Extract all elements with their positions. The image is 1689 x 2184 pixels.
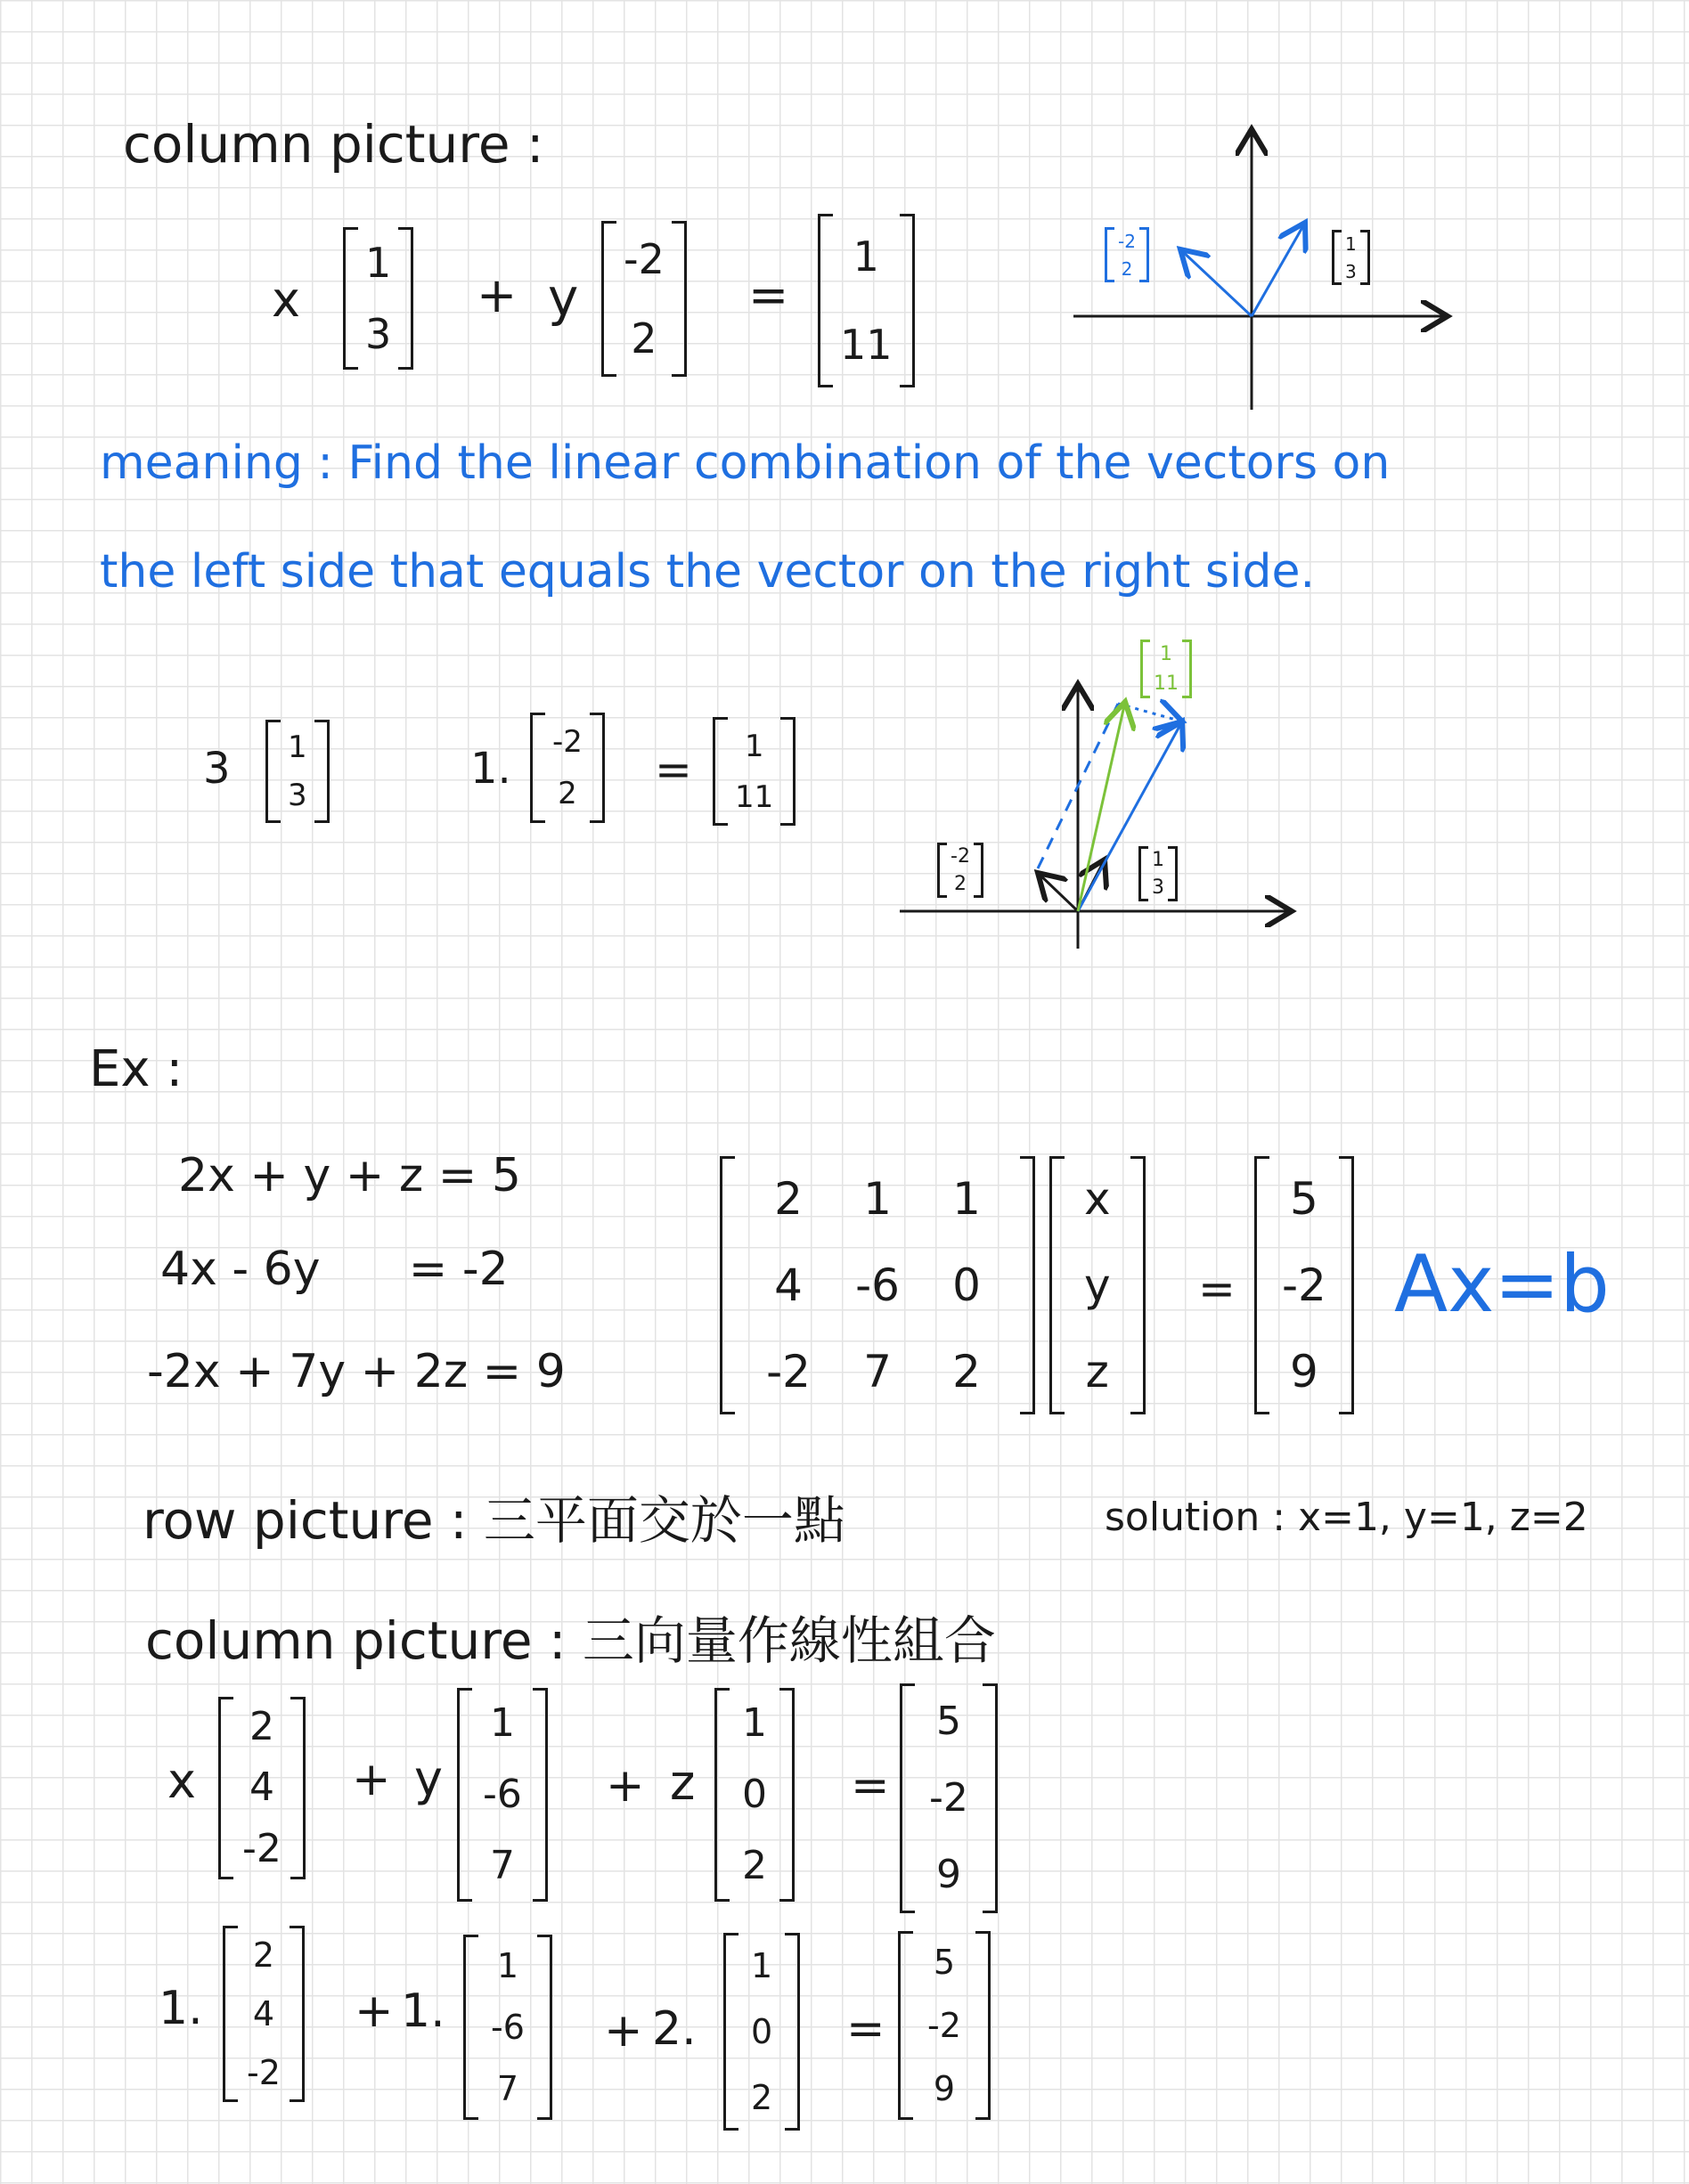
vector-2-4-neg2 xyxy=(218,1697,306,1879)
cell: 11 xyxy=(735,778,774,815)
cell: -2 xyxy=(1282,1259,1326,1311)
vector-1-neg6-7 xyxy=(457,1688,548,1902)
cell: 0 xyxy=(952,1259,981,1311)
cell: -6 xyxy=(491,2007,525,2047)
coef-1: 1. xyxy=(470,744,511,794)
cell: 2 xyxy=(952,1345,981,1398)
cell: 2 xyxy=(751,2078,773,2117)
coef-x: x xyxy=(272,272,300,328)
vector-2-4-neg2 xyxy=(223,1926,305,2102)
cell: 4 xyxy=(252,1994,275,2033)
cell: 2 xyxy=(742,1843,767,1888)
row-picture-text: row picture : 三平面交於一點 xyxy=(143,1490,845,1551)
graph-linear-combination xyxy=(895,677,1305,971)
cell: 5 xyxy=(1290,1173,1318,1226)
cell: -2 xyxy=(929,1775,968,1821)
graph-label-neg2-2 xyxy=(937,843,983,898)
vector-1-3 xyxy=(265,720,330,823)
plus-sign: + xyxy=(604,2004,643,2058)
matrix-A xyxy=(720,1156,1035,1414)
cell: 11 xyxy=(840,321,893,370)
cell: 4 xyxy=(774,1259,803,1311)
plus-sign: + xyxy=(355,1984,394,2038)
cell: 2 xyxy=(774,1173,803,1226)
cell: 7 xyxy=(489,1843,515,1888)
vector-b xyxy=(1254,1156,1354,1414)
cell: 11 xyxy=(1154,672,1179,695)
system-eq-1: 2x + y + z = 5 xyxy=(178,1149,521,1202)
cell: -6 xyxy=(483,1772,522,1817)
cell: -2 xyxy=(927,2005,961,2045)
coef-z: z xyxy=(670,1755,696,1811)
cell: 3 xyxy=(288,778,307,813)
plus-sign: + xyxy=(606,1759,645,1813)
cell: 1 xyxy=(742,1700,767,1746)
cell: 2 xyxy=(1121,257,1133,280)
column-picture-text: column picture : 三向量作線性組合 xyxy=(145,1610,996,1671)
coef-1: 1. xyxy=(401,1984,445,2038)
cell: 1 xyxy=(489,1700,515,1746)
vector-1-neg6-7 xyxy=(463,1935,552,2120)
cell: 7 xyxy=(863,1345,892,1398)
vector-5-neg2-9 xyxy=(898,1931,991,2120)
coef-y: y xyxy=(414,1750,443,1806)
cell: z xyxy=(1085,1345,1109,1398)
coef-x: x xyxy=(167,1753,196,1809)
cell: 4 xyxy=(249,1764,274,1811)
ax-equals-b: Ax=b xyxy=(1394,1238,1610,1330)
cell: 1 xyxy=(1152,848,1164,871)
cell: -2 xyxy=(552,724,583,760)
cell: 3 xyxy=(365,310,392,358)
coef-2: 2. xyxy=(652,2002,697,2056)
cell: 1 xyxy=(365,239,392,287)
graph-label-1-3 xyxy=(1332,230,1370,285)
cell: 1 xyxy=(853,232,879,281)
cell: -2 xyxy=(247,2053,281,2092)
equals-sign: = xyxy=(851,1759,890,1813)
cell: 2 xyxy=(558,776,577,811)
coef-3: 3 xyxy=(203,744,231,794)
cell: 2 xyxy=(953,872,967,895)
cell: 1 xyxy=(1345,232,1357,255)
meaning-line-1: meaning : Find the linear combination of the vectors on xyxy=(100,436,1391,490)
example-label: Ex : xyxy=(89,1040,184,1098)
vector-rhs-1-11 xyxy=(713,717,796,826)
coef-1: 1. xyxy=(159,1982,203,2035)
cell: 0 xyxy=(751,2012,773,2051)
plus-sign: + xyxy=(477,267,518,323)
coef-y: y xyxy=(548,267,579,328)
vector-1-0-2 xyxy=(723,1933,800,2131)
cell: 1 xyxy=(288,729,307,765)
cell: -2 xyxy=(951,844,970,868)
cell: 3 xyxy=(1345,260,1357,282)
equals-sign: = xyxy=(655,744,692,795)
arrow-vector-1-3 xyxy=(1252,223,1305,316)
cell: 2 xyxy=(631,314,657,363)
cell: 1 xyxy=(952,1173,981,1226)
cell: 2 xyxy=(249,1704,274,1750)
cell: 1 xyxy=(496,1945,519,1985)
vector-1-0-2 xyxy=(714,1688,795,1902)
cell: 1 xyxy=(751,1946,773,1985)
plus-sign: + xyxy=(352,1753,391,1806)
vector-xyz xyxy=(1049,1156,1146,1414)
cell: -2 xyxy=(1118,230,1136,252)
arrow-dotted-top xyxy=(1118,704,1182,721)
vector-neg2-2 xyxy=(530,713,605,823)
equals-sign: = xyxy=(846,2002,885,2056)
cell: 1 xyxy=(863,1173,892,1226)
equals-sign: = xyxy=(1198,1263,1236,1315)
graph-label-1-3 xyxy=(1138,846,1178,901)
cell: x xyxy=(1084,1173,1111,1226)
heading-column-picture: column picture : xyxy=(123,114,544,175)
graph-label-neg2-2 xyxy=(1105,227,1149,282)
vector-5-neg2-9 xyxy=(900,1683,998,1913)
arrow-result-1-11 xyxy=(1078,702,1125,911)
vector-1-3 xyxy=(343,227,413,370)
cell: 5 xyxy=(935,1699,961,1744)
arrow-vector-neg2-2 xyxy=(1180,249,1252,316)
system-eq-2: 4x - 6y = -2 xyxy=(160,1243,509,1296)
graph-label-1-11 xyxy=(1140,640,1192,698)
cell: 7 xyxy=(496,2069,519,2109)
cell: y xyxy=(1084,1259,1111,1311)
arrow-vector-neg2-2 xyxy=(1038,873,1078,911)
cell: 2 xyxy=(252,1935,275,1975)
cell: 1 xyxy=(1160,642,1172,665)
cell: -2 xyxy=(242,1825,282,1871)
meaning-line-2: the left side that equals the vector on the right side. xyxy=(100,545,1315,599)
cell: 9 xyxy=(933,2068,956,2108)
cell: -2 xyxy=(624,235,665,284)
cell: 1 xyxy=(744,728,764,764)
cell: 9 xyxy=(935,1852,961,1897)
vector-rhs-1-11 xyxy=(818,214,915,387)
cell: -6 xyxy=(855,1259,900,1311)
cell: 0 xyxy=(742,1772,767,1817)
system-eq-3: -2x + 7y + 2z = 9 xyxy=(147,1345,566,1398)
cell: 9 xyxy=(1290,1345,1318,1398)
vector-neg2-2 xyxy=(601,221,687,377)
cell: 5 xyxy=(933,1943,956,1983)
solution-text: solution : x=1, y=1, z=2 xyxy=(1105,1495,1588,1540)
cell: 3 xyxy=(1152,876,1164,899)
cell: -2 xyxy=(766,1345,811,1398)
equals-sign: = xyxy=(748,267,789,323)
